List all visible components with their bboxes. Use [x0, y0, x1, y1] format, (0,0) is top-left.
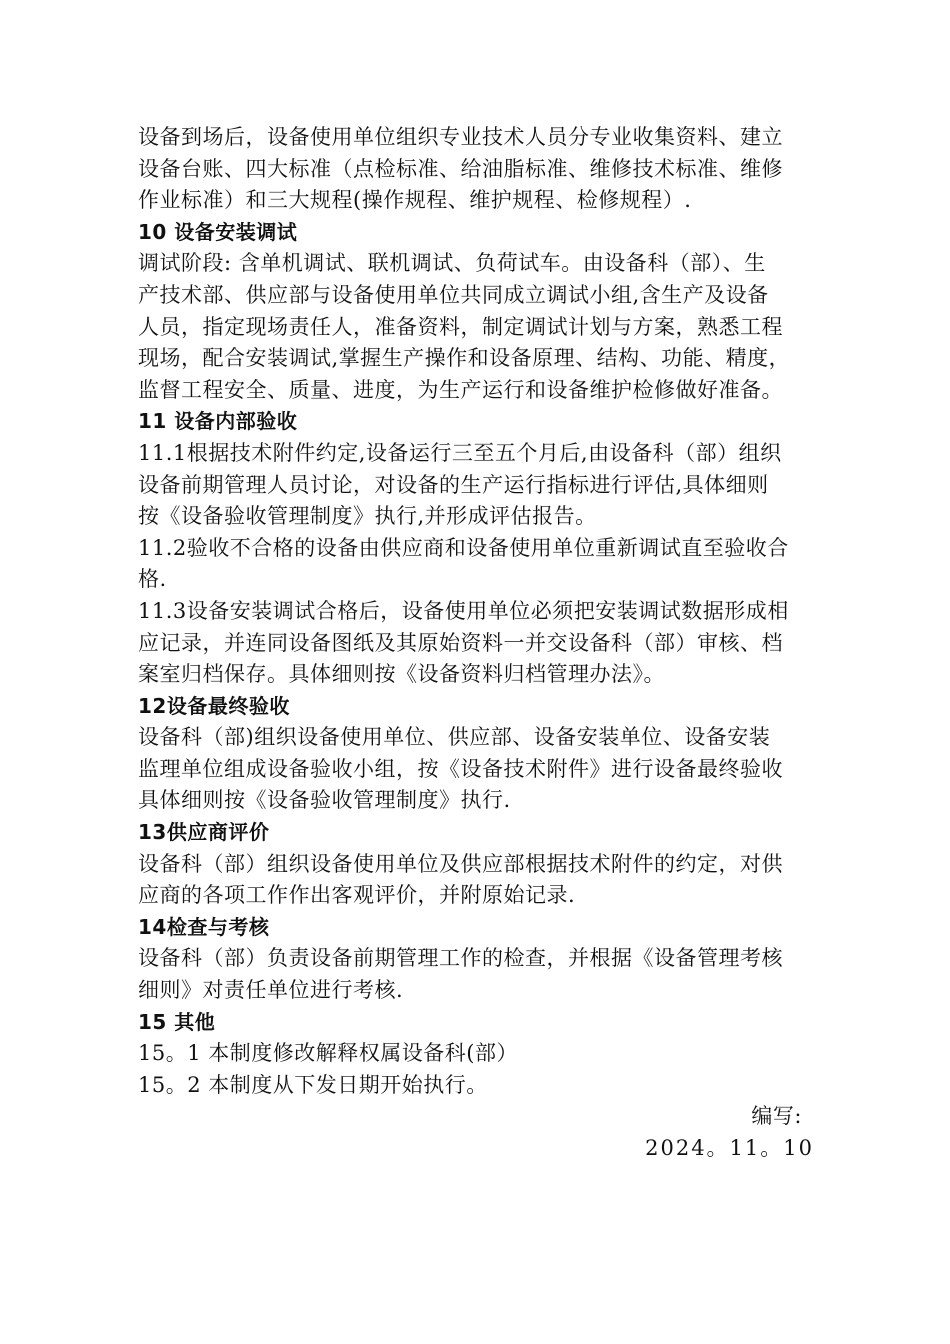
text-line: 设备前期管理人员讨论，对设备的生产运行指标进行评估,具体细则 — [138, 472, 769, 497]
section-heading: 15 其他 — [138, 1009, 216, 1034]
text-line: 11.2验收不合格的设备由供应商和设备使用单位重新调试直至验收合 — [138, 535, 789, 560]
text-line: 产技术部、供应部与设备使用单位共同成立调试小组,含生产及设备 — [138, 282, 769, 307]
text-line: 案室归档保存。具体细则按《设备资料归档管理办法》。 — [138, 662, 665, 687]
text-line: 应商的各项工作作出客观评价，并附原始记录. — [138, 883, 576, 908]
text-line: 15。1 本制度修改解释权属设备科(部） — [138, 1041, 518, 1066]
section-heading: 13供应商评价 — [138, 820, 270, 845]
author-label: 编写: — [751, 1104, 802, 1129]
section-heading: 12设备最终验收 — [138, 693, 290, 718]
section-heading: 11 设备内部验收 — [138, 409, 298, 434]
text-line: 具体细则按《设备验收管理制度》执行. — [138, 788, 511, 813]
document-page — [138, 122, 814, 1165]
text-line: 设备科（部)组织设备使用单位、供应部、设备安装单位、设备安装 — [138, 725, 771, 750]
text-line: 格. — [138, 567, 167, 592]
text-line: 设备科（部）组织设备使用单位及供应部根据技术附件的约定，对供 — [138, 851, 783, 876]
text-line: 设备到场后，设备使用单位组织专业技术人员分专业收集资料、建立 — [138, 125, 783, 149]
section-heading: 14检查与考核 — [138, 914, 270, 939]
text-line: 细则》对责任单位进行考核. — [138, 978, 404, 1003]
text-line: 设备台账、四大标准（点检标准、给油脂标准、维修技术标准、维修 — [138, 156, 783, 181]
document-body — [138, 122, 814, 1101]
text-line: 现场，配合安装调试,掌握生产操作和设备原理、结构、功能、精度， — [138, 346, 791, 371]
text-line: 按《设备验收管理制度》执行,并形成评估报告。 — [138, 504, 597, 529]
text-line: 设备科（部）负责设备前期管理工作的检查，并根据《设备管理考核 — [138, 946, 783, 971]
text-line: 监理单位组成设备验收小组，按《设备技术附件》进行设备最终验收 — [138, 756, 783, 781]
text-line: 作业标准）和三大规程(操作规程、维护规程、检修规程）. — [138, 188, 692, 213]
text-line: 监督工程安全、质量、进度，为生产运行和设备维护检修做好准备。 — [138, 377, 783, 402]
document-date: 2024。11。10 — [645, 1136, 814, 1160]
text-line: 人员，指定现场责任人，准备资料，制定调试计划与方案，熟悉工程 — [138, 314, 783, 339]
text-line: 应记录，并连同设备图纸及其原始资料一并交设备科（部）审核、档 — [138, 630, 783, 655]
text-line: 11.1根据技术附件约定,设备运行三至五个月后,由设备科（部）组织 — [138, 440, 782, 465]
text-line: 11.3设备安装调试合格后，设备使用单位必须把安装调试数据形成相 — [138, 598, 789, 623]
section-heading: 10 设备安装调试 — [138, 219, 298, 244]
text-line: 15。2 本制度从下发日期开始执行。 — [138, 1072, 488, 1097]
text-line: 调试阶段: 含单机调试、联机调试、负荷试车。由设备科（部）、生 — [138, 251, 766, 276]
